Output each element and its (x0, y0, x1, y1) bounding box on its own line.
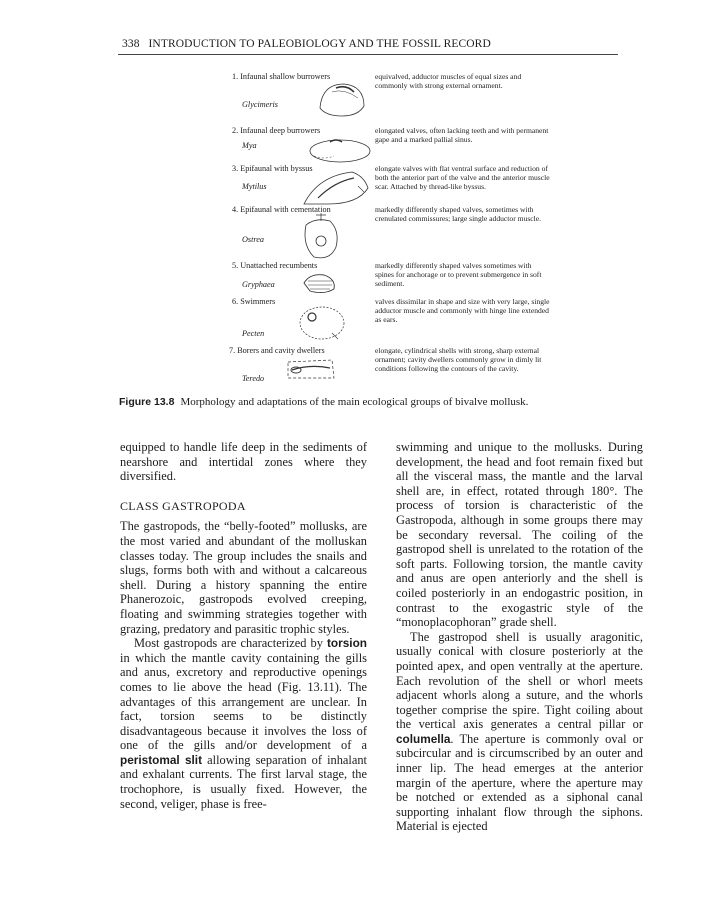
caption-text: Morphology and adaptations of the main ecological groups of bivalve mollusk. (180, 396, 529, 408)
row-genus: Teredo (242, 374, 265, 383)
paragraph: swimming and unique to the mollusks. During development, the head and foot remain fixed but all the visceral mass, the mantle and the larval shell are, in effect, rotated through 180°. The process of torsion is characteristic of the Gastropoda, although in some groups there may be secondary reversal. The coiling of the gastropod shell is unrelated to the rotation of the soft parts. Following torsion, the mantle cavity and anus are open anteriorly and the shell is coiled posteriorly in an endogastric position, in contrast to the exogastric style of the “monoplacophoran” grade shell. (396, 440, 643, 630)
mya-shell-illustration (300, 134, 376, 166)
row-genus: Glycimeris (242, 100, 278, 109)
row-category: 6. Swimmers (232, 297, 276, 306)
row-description: elongate, cylindrical shells with strong, sharp external ornament; cavity dwellers commonly grow in dimly lit conditions following the contours of the cavity. (375, 346, 542, 374)
row-description: equivalved, adductor muscles of equal sizes and commonly with strong external ornament. (375, 72, 522, 91)
row-description: elongated valves, often lacking teeth and with permanent gape and a marked pallial sinus. (375, 126, 549, 145)
body-column-left (120, 440, 367, 811)
teredo-shell-illustration (284, 356, 340, 382)
running-header (122, 38, 616, 50)
row-category: 3. Epifaunal with byssus (232, 164, 313, 173)
term-peristomal-slit: peristomal slit (120, 752, 202, 767)
row-genus: Ostrea (242, 235, 264, 244)
mytilus-shell-illustration (298, 168, 378, 208)
paragraph: The gastropods, the “belly-footed” mollusks, are the most varied and abundant of the molluskan classes today. The group includes the snails and slugs, forms both with and without a calcareous shell. During a history spanning the entire Phanerozoic, gastropods evolved creeping, floating and swimming strategies together with grazing, predatory and parasitic trophic styles. (120, 519, 367, 636)
row-category: 7. Borers and cavity dwellers (229, 346, 325, 355)
term-torsion: torsion (327, 636, 367, 651)
row-description: markedly differently shaped valves, sometimes with crenulated commissures; large single adductor muscle. (375, 205, 542, 224)
paragraph: equipped to handle life deep in the sediments of nearshore and intertidal zones where they diversified. (120, 440, 367, 484)
caption-label: Figure 13.8 (119, 396, 175, 408)
row-description: valves dissimilar in shape and size with very large, single adductor muscle and commonly with hinge line extended as ears. (375, 297, 550, 325)
ostrea-shell-illustration (296, 213, 348, 263)
row-genus: Mytilus (242, 182, 267, 191)
figure-13-8 (229, 72, 562, 384)
row-category: 2. Infaunal deep burrowers (232, 126, 321, 135)
header-rule (118, 54, 618, 55)
pecten-shell-illustration (292, 303, 352, 343)
body-column-right (396, 440, 643, 834)
page-number: 338 (122, 38, 140, 50)
glycimeris-shell-illustration (314, 78, 370, 120)
row-category: 4. Epifaunal with cementation (232, 205, 331, 214)
term-columella: columella (396, 731, 451, 746)
gryphaea-shell-illustration (300, 271, 340, 297)
running-title: INTRODUCTION TO PALEOBIOLOGY AND THE FOSSIL RECORD (148, 38, 491, 50)
row-category: 1. Infaunal shallow burrowers (232, 72, 331, 81)
figure-caption (119, 396, 619, 408)
paragraph: The gastropod shell is usually aragonitic, usually conical with closure posteriorly at the pointed apex, and open ventrally at the aperture. Each revolution of the shell or whorl meets adjacent whorls along a suture, and the whorls together comprise the spire. Tight coiling about the vertical axis generates a central pillar or columella. The aperture is commonly oval or subcircular and is circumscribed by an outer and inner lip. The head emerges at the anterior margin of the aperture, where the aperture may be notched or extended as a siphonal canal supporting inhalant flow through the siphons. Material is ejected (396, 629, 643, 834)
row-genus: Gryphaea (242, 280, 275, 289)
row-genus: Mya (242, 141, 257, 150)
section-heading: CLASS GASTROPODA (120, 498, 246, 513)
row-description: elongate valves with flat ventral surface and reduction of both the anterior part of the valve and the anterior muscle scar. Attached by thread-like byssus. (375, 164, 550, 192)
row-genus: Pecten (242, 329, 265, 338)
row-description: markedly differently shaped valves sometimes with spines for anchorage or to prevent submergence in soft sediment. (375, 261, 542, 289)
row-category: 5. Unattached recumbents (232, 261, 318, 270)
paragraph: Most gastropods are characterized by torsion in which the mantle cavity containing the gills and anus, excretory and reproductive openings comes to lie above the head (Fig. 13.11). The advantages of this arrangement are unclear. In fact, torsion seems to be distinctly disadvantageous because it involves the loss of one of the gills and/or development of a peristomal slit allowing separation of inhalant and exhalant currents. The first larval stage, the trochophore, is usually fixed. However, the second, veliger, phase is free- (120, 636, 367, 811)
